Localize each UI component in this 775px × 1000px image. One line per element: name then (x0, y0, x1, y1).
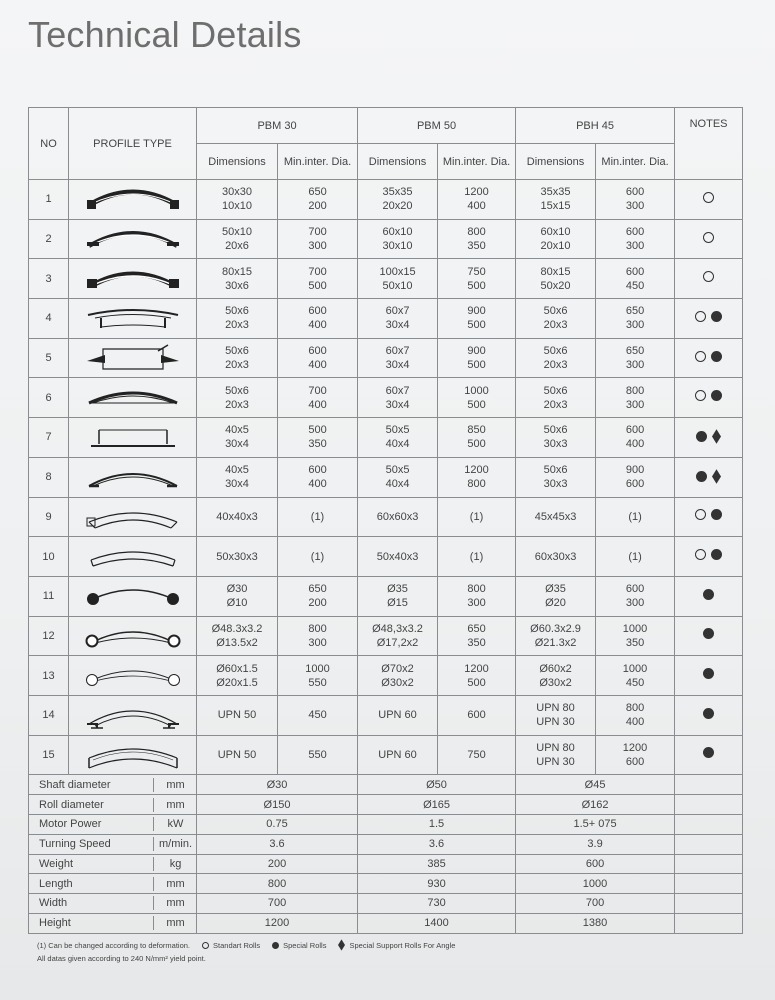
spec-row (29, 775, 743, 795)
spec-label-text: Weight (39, 857, 74, 870)
pbm30-dimensions: UPN 50 (197, 695, 278, 735)
pbm50-min-dia: (1) (438, 537, 516, 577)
spec-row (29, 814, 743, 834)
pbh45-dimensions: 50x6 30x3 (516, 418, 596, 458)
pbm50-min-dia: 1200 400 (438, 180, 516, 220)
angle-profile-icon (83, 381, 183, 415)
pbm30-spec-value: Ø150 (197, 795, 358, 815)
page-title: Technical Details (28, 14, 302, 55)
pbm30-min-dia: 600 400 (278, 299, 358, 339)
pbm50-spec-value: 385 (358, 854, 516, 874)
pbm50-dimensions: Ø35 Ø15 (358, 576, 438, 616)
pbm30-dimensions: Ø60x1.5 Ø20x1.5 (197, 656, 278, 696)
support-roll-icon (712, 469, 721, 484)
spec-label (29, 874, 197, 894)
pbh45-min-dia: 1000 350 (596, 616, 675, 656)
special-roll-icon (696, 431, 707, 442)
pbm50-dimensions: Ø70x2 Ø30x2 (358, 656, 438, 696)
spec-notes-empty (675, 874, 743, 894)
pbm50-dimensions: 60x7 30x4 (358, 299, 438, 339)
pbm50-dimensions: UPN 60 (358, 735, 438, 775)
pbm50-dimensions: 100x15 50x10 (358, 259, 438, 299)
pbm30-min-dia: 500 350 (278, 418, 358, 458)
pbh45-min-dia: 900 600 (596, 457, 675, 497)
pbm50-spec-value: 1.5 (358, 814, 516, 834)
spec-notes-empty (675, 775, 743, 795)
pbm30-spec-value: Ø30 (197, 775, 358, 795)
header-dimensions: Dimensions (358, 144, 438, 180)
spec-unit: mm (153, 896, 197, 910)
pbm50-spec-value: 930 (358, 874, 516, 894)
notes-cell (675, 616, 743, 656)
pbm30-spec-value: 700 (197, 894, 358, 914)
standard-roll-icon (695, 390, 706, 401)
spec-notes-empty (675, 854, 743, 874)
profile-row (29, 576, 743, 616)
pipe-thin-profile-icon (83, 659, 183, 693)
profile-row (29, 219, 743, 259)
profile-shape-cell (69, 457, 197, 497)
footer-legend (37, 939, 455, 951)
header-profile-type: PROFILE TYPE (69, 108, 197, 180)
upn-profile-icon (83, 698, 183, 732)
pbm50-min-dia: 1000 500 (438, 378, 516, 418)
spec-row (29, 795, 743, 815)
spec-label (29, 775, 197, 795)
spec-label (29, 814, 197, 834)
pbm30-min-dia: 700 500 (278, 259, 358, 299)
special-roll-icon (711, 311, 722, 322)
pbm30-min-dia: 1000 550 (278, 656, 358, 696)
spec-label (29, 894, 197, 914)
header-notes: NOTES (675, 108, 743, 180)
pbh45-min-dia: 650 300 (596, 299, 675, 339)
pbm50-min-dia: (1) (438, 497, 516, 537)
pbm50-spec-value: 730 (358, 894, 516, 914)
notes-cell (675, 378, 743, 418)
profile-shape-cell (69, 219, 197, 259)
profile-shape-cell (69, 418, 197, 458)
notes-cell (675, 735, 743, 775)
pbm50-min-dia: 750 (438, 735, 516, 775)
pbm50-spec-value: Ø50 (358, 775, 516, 795)
special-roll-icon (696, 471, 707, 482)
pbm50-dimensions: 60x7 30x4 (358, 338, 438, 378)
pbh45-min-dia: 600 300 (596, 576, 675, 616)
profile-shape-cell (69, 656, 197, 696)
pbm50-min-dia: 1200 800 (438, 457, 516, 497)
spec-notes-empty (675, 795, 743, 815)
pbm50-dimensions: 60x7 30x4 (358, 378, 438, 418)
notes-cell (675, 299, 743, 339)
notes-cell (675, 537, 743, 577)
pbh45-min-dia: 600 300 (596, 180, 675, 220)
spec-row (29, 854, 743, 874)
pbm30-dimensions: 50x6 20x3 (197, 378, 278, 418)
special-roll-icon (703, 589, 714, 600)
legend-standard-label: Standart Rolls (213, 940, 261, 950)
profile-shape-cell (69, 616, 197, 656)
flat-bar-edge-profile-icon (83, 262, 183, 296)
standard-roll-icon (703, 192, 714, 203)
spec-label-text: Length (39, 877, 73, 890)
pbm30-dimensions: Ø48.3x3.2 Ø13.5x2 (197, 616, 278, 656)
row-number: 4 (29, 299, 69, 339)
profile-row (29, 378, 743, 418)
pbh45-dimensions: Ø60x2 Ø30x2 (516, 656, 596, 696)
row-number: 10 (29, 537, 69, 577)
pbm30-dimensions: 50x6 20x3 (197, 338, 278, 378)
spec-unit: mm (153, 916, 197, 930)
spec-unit: mm (153, 877, 197, 891)
angle-curve-profile-icon (83, 460, 183, 494)
pbm30-dimensions: 50x30x3 (197, 537, 278, 577)
profile-row (29, 418, 743, 458)
profile-row (29, 338, 743, 378)
pbm50-dimensions: UPN 60 (358, 695, 438, 735)
spec-label-text: Motor Power (39, 818, 102, 831)
spec-notes-empty (675, 913, 743, 933)
pbm30-min-dia: 700 300 (278, 219, 358, 259)
pbm50-dimensions: 50x5 40x4 (358, 418, 438, 458)
profile-shape-cell (69, 735, 197, 775)
pbm30-min-dia: 650 200 (278, 576, 358, 616)
row-number: 2 (29, 219, 69, 259)
pbm50-dimensions: 50x5 40x4 (358, 457, 438, 497)
square-tube-profile-icon (83, 500, 183, 534)
notes-cell (675, 695, 743, 735)
pbh45-min-dia: 1000 450 (596, 656, 675, 696)
spec-label-text: Roll diameter (39, 798, 104, 811)
pbm30-spec-value: 1200 (197, 913, 358, 933)
notes-cell (675, 656, 743, 696)
pbm30-dimensions: 80x15 30x6 (197, 259, 278, 299)
pbm50-min-dia: 600 (438, 695, 516, 735)
profile-shape-cell (69, 497, 197, 537)
pbh45-dimensions: Ø60.3x2.9 Ø21.3x2 (516, 616, 596, 656)
profile-shape-cell (69, 378, 197, 418)
profile-shape-cell (69, 338, 197, 378)
notes-cell (675, 576, 743, 616)
profile-row (29, 656, 743, 696)
row-number: 7 (29, 418, 69, 458)
row-number: 13 (29, 656, 69, 696)
pbm30-dimensions: 40x5 30x4 (197, 418, 278, 458)
pbm30-spec-value: 0.75 (197, 814, 358, 834)
pbm50-min-dia: 800 300 (438, 576, 516, 616)
spec-row (29, 894, 743, 914)
pbh45-dimensions: 60x30x3 (516, 537, 596, 577)
spec-unit: kW (153, 817, 197, 831)
pbh45-spec-value: Ø45 (516, 775, 675, 795)
t-bar-inv-profile-icon (83, 341, 183, 375)
spec-notes-empty (675, 814, 743, 834)
footer-yield-note: All datas given according to 240 N/mm² yield point. (37, 954, 206, 963)
pbh45-dimensions: Ø35 Ø20 (516, 576, 596, 616)
pbh45-dimensions: 50x6 20x3 (516, 338, 596, 378)
standard-roll-icon (695, 549, 706, 560)
pbm30-min-dia: 600 400 (278, 457, 358, 497)
profile-row (29, 299, 743, 339)
special-roll-icon (711, 549, 722, 560)
pbh45-min-dia: 650 300 (596, 338, 675, 378)
pbh45-dimensions: 45x45x3 (516, 497, 596, 537)
pbm30-dimensions: 30x30 10x10 (197, 180, 278, 220)
pbm50-min-dia: 800 350 (438, 219, 516, 259)
pbm30-dimensions: 40x40x3 (197, 497, 278, 537)
pbh45-spec-value: 1380 (516, 913, 675, 933)
technical-table (28, 107, 743, 934)
spec-unit: m/min. (153, 837, 197, 851)
legend-support-label: Special Support Rolls For Angle (349, 940, 456, 950)
spec-label-text: Turning Speed (39, 838, 111, 851)
header-model-2: PBM 50 (358, 108, 516, 144)
pbm30-min-dia: 700 400 (278, 378, 358, 418)
standard-roll-icon (703, 232, 714, 243)
legend-special-label: Special Rolls (283, 940, 327, 950)
pbm50-dimensions: 35x35 20x20 (358, 180, 438, 220)
header-model-1: PBM 30 (197, 108, 358, 144)
profile-shape-cell (69, 695, 197, 735)
pbm30-min-dia: 450 (278, 695, 358, 735)
angle-flat-profile-icon (83, 420, 183, 454)
flat-bar-profile-icon (83, 222, 183, 256)
standard-roll-icon (202, 942, 209, 949)
round-bar-profile-icon (83, 579, 183, 613)
standard-roll-icon (695, 351, 706, 362)
pbm50-min-dia: 750 500 (438, 259, 516, 299)
pbm50-min-dia: 900 500 (438, 299, 516, 339)
special-roll-icon (711, 351, 722, 362)
pbh45-spec-value: 3.9 (516, 834, 675, 854)
notes-cell (675, 497, 743, 537)
pbh45-spec-value: 600 (516, 854, 675, 874)
pbm30-spec-value: 200 (197, 854, 358, 874)
spec-row (29, 874, 743, 894)
pbm30-dimensions: 50x10 20x6 (197, 219, 278, 259)
header-no: NO (29, 108, 69, 180)
header-min-dia: Min.inter. Dia. (278, 144, 358, 180)
special-roll-icon (703, 708, 714, 719)
profile-shape-cell (69, 259, 197, 299)
pbm30-dimensions: 50x6 20x3 (197, 299, 278, 339)
spec-unit: kg (153, 857, 197, 871)
profile-row (29, 616, 743, 656)
profile-row (29, 497, 743, 537)
spec-unit: mm (153, 778, 197, 792)
special-roll-icon (711, 509, 722, 520)
pbm50-dimensions: 60x60x3 (358, 497, 438, 537)
spec-unit: mm (153, 798, 197, 812)
pbh45-dimensions: 50x6 20x3 (516, 378, 596, 418)
special-roll-icon (272, 942, 279, 949)
pbm50-spec-value: Ø165 (358, 795, 516, 815)
standard-roll-icon (703, 271, 714, 282)
pbh45-spec-value: Ø162 (516, 795, 675, 815)
pbh45-min-dia: 600 300 (596, 219, 675, 259)
upn-wide-profile-icon (83, 738, 183, 772)
pbm50-min-dia: 850 500 (438, 418, 516, 458)
pbm50-dimensions: 60x10 30x10 (358, 219, 438, 259)
spec-label (29, 834, 197, 854)
row-number: 9 (29, 497, 69, 537)
support-roll-icon (712, 429, 721, 444)
pipe-profile-icon (83, 619, 183, 653)
special-roll-icon (703, 628, 714, 639)
pbh45-min-dia: 600 400 (596, 418, 675, 458)
pbm30-min-dia: 800 300 (278, 616, 358, 656)
pbm30-dimensions: UPN 50 (197, 735, 278, 775)
pbm30-min-dia: (1) (278, 497, 358, 537)
rect-tube-profile-icon (83, 540, 183, 574)
footer-note-deformation: (1) Can be changed according to deformation. (37, 940, 191, 950)
spec-label-text: Height (39, 917, 71, 930)
pbm50-spec-value: 3.6 (358, 834, 516, 854)
row-number: 11 (29, 576, 69, 616)
row-number: 14 (29, 695, 69, 735)
special-roll-icon (711, 390, 722, 401)
header-min-dia: Min.inter. Dia. (596, 144, 675, 180)
profile-row (29, 180, 743, 220)
pbh45-spec-value: 1000 (516, 874, 675, 894)
pbh45-min-dia: 1200 600 (596, 735, 675, 775)
pbm50-min-dia: 1200 500 (438, 656, 516, 696)
row-number: 3 (29, 259, 69, 299)
pbh45-spec-value: 700 (516, 894, 675, 914)
pbm30-spec-value: 3.6 (197, 834, 358, 854)
spec-notes-empty (675, 834, 743, 854)
special-roll-icon (703, 668, 714, 679)
pbm30-min-dia: 650 200 (278, 180, 358, 220)
pbh45-min-dia: 600 450 (596, 259, 675, 299)
profile-shape-cell (69, 180, 197, 220)
pbm30-min-dia: 550 (278, 735, 358, 775)
spec-label-text: Width (39, 897, 68, 910)
pbm30-dimensions: Ø30 Ø10 (197, 576, 278, 616)
pbh45-dimensions: 50x6 30x3 (516, 457, 596, 497)
pbm50-dimensions: Ø48,3x3.2 Ø17,2x2 (358, 616, 438, 656)
pbm30-spec-value: 800 (197, 874, 358, 894)
profile-shape-cell (69, 576, 197, 616)
header-model-3: PBH 45 (516, 108, 675, 144)
pbh45-dimensions: UPN 80 UPN 30 (516, 695, 596, 735)
profile-row (29, 259, 743, 299)
pbm30-min-dia: 600 400 (278, 338, 358, 378)
row-number: 15 (29, 735, 69, 775)
support-roll-icon (338, 939, 345, 951)
pbh45-dimensions: UPN 80 UPN 30 (516, 735, 596, 775)
profile-shape-cell (69, 537, 197, 577)
row-number: 1 (29, 180, 69, 220)
spec-row (29, 834, 743, 854)
pbh45-dimensions: 60x10 20x10 (516, 219, 596, 259)
spec-notes-empty (675, 894, 743, 914)
notes-cell (675, 338, 743, 378)
pbm30-min-dia: (1) (278, 537, 358, 577)
row-number: 8 (29, 457, 69, 497)
pbm50-spec-value: 1400 (358, 913, 516, 933)
row-number: 12 (29, 616, 69, 656)
spec-label (29, 854, 197, 874)
pbm50-min-dia: 900 500 (438, 338, 516, 378)
row-number: 6 (29, 378, 69, 418)
pbh45-min-dia: 800 300 (596, 378, 675, 418)
special-roll-icon (703, 747, 714, 758)
profile-row (29, 695, 743, 735)
square-bar-profile-icon (83, 182, 183, 216)
spec-label-text: Shaft diameter (39, 778, 111, 791)
standard-roll-icon (695, 311, 706, 322)
header-dimensions: Dimensions (516, 144, 596, 180)
pbm30-dimensions: 40x5 30x4 (197, 457, 278, 497)
spec-label (29, 913, 197, 933)
profile-shape-cell (69, 299, 197, 339)
notes-cell (675, 259, 743, 299)
pbh45-min-dia: 800 400 (596, 695, 675, 735)
pbm50-min-dia: 650 350 (438, 616, 516, 656)
profile-row (29, 537, 743, 577)
header-dimensions: Dimensions (197, 144, 278, 180)
standard-roll-icon (695, 509, 706, 520)
profile-row (29, 735, 743, 775)
pbh45-min-dia: (1) (596, 497, 675, 537)
pbh45-min-dia: (1) (596, 537, 675, 577)
spec-label (29, 795, 197, 815)
pbh45-dimensions: 35x35 15x15 (516, 180, 596, 220)
notes-cell (675, 219, 743, 259)
header-min-dia: Min.inter. Dia. (438, 144, 516, 180)
notes-cell (675, 457, 743, 497)
notes-cell (675, 180, 743, 220)
profile-row (29, 457, 743, 497)
row-number: 5 (29, 338, 69, 378)
spec-row (29, 913, 743, 933)
pbm50-dimensions: 50x40x3 (358, 537, 438, 577)
pbh45-spec-value: 1.5+ 075 (516, 814, 675, 834)
notes-cell (675, 418, 743, 458)
pbh45-dimensions: 50x6 20x3 (516, 299, 596, 339)
pbh45-dimensions: 80x15 50x20 (516, 259, 596, 299)
t-bar-profile-icon (83, 301, 183, 335)
